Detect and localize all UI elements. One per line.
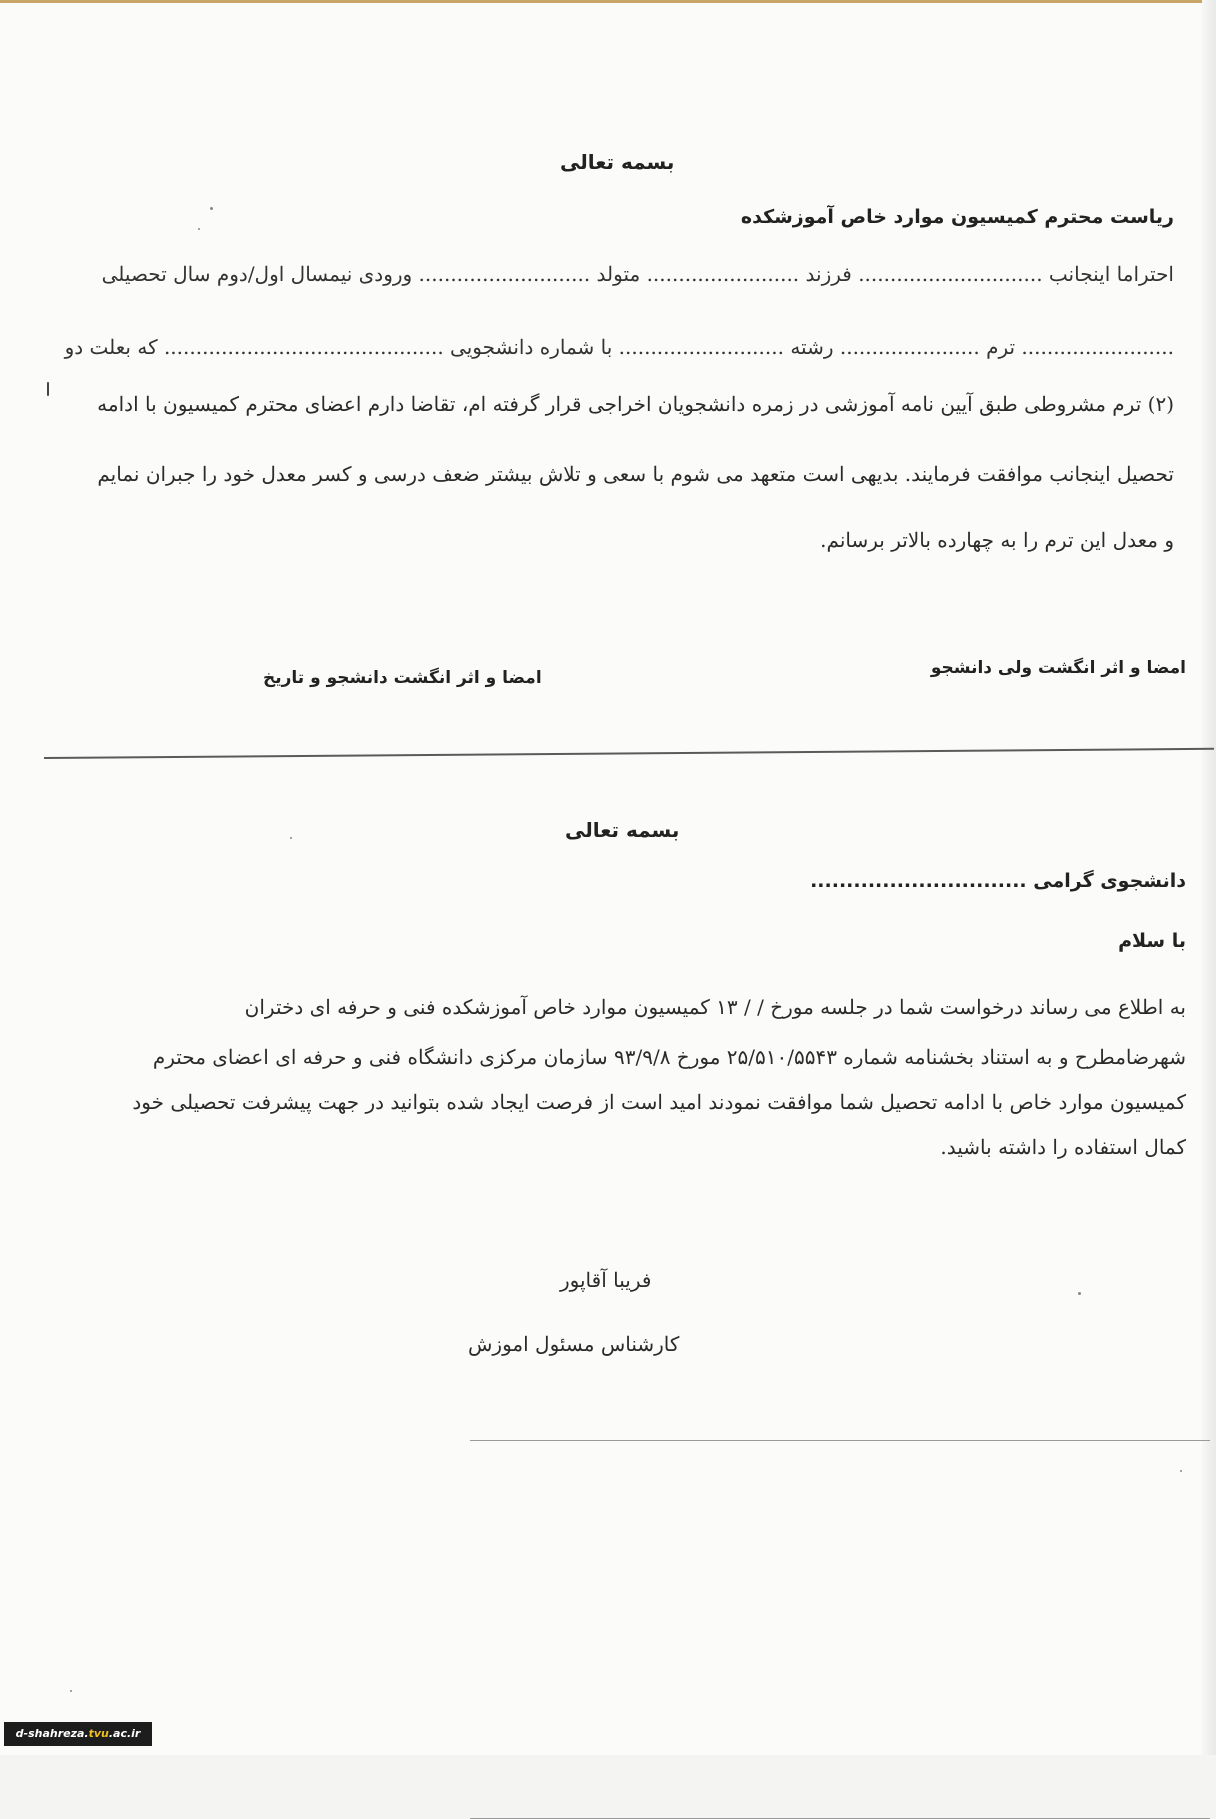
letter1-line-2: ........................ ترم ...................... رشته .......................... با شماره دانشجویی ............................................ که بعلت دو xyxy=(64,335,1174,359)
letter2-line-1: به اطلاع می رساند درخواست شما در جلسه مورخ / / ۱۳ کمیسیون موارد خاص آموزشکده فنی و حرفه ای دختران xyxy=(244,995,1186,1019)
signer-title: کارشناس مسئول اموزش xyxy=(468,1332,680,1356)
guardian-signature-label: امضا و اثر انگشت ولی دانشجو xyxy=(930,658,1186,678)
scan-speck xyxy=(290,837,292,839)
letter2-line-2: شهرضامطرح و به استناد بخشنامه شماره ۲۵/۵۱۰/۵۵۴۳ مورخ ۹۳/۹/۸ سازمان مرکزی دانشگاه فنی و حرفه ای اعضای محترم xyxy=(152,1045,1186,1069)
scan-speck xyxy=(210,207,213,210)
signer-name: فریبا آقاپور xyxy=(560,1268,652,1292)
greeting: با سلام xyxy=(1118,930,1186,952)
student-signature-label: امضا و اثر انگشت دانشجو و تاریخ xyxy=(263,668,542,688)
letter1-line-3: (۲) ترم مشروطی طبق آیین نامه آموزشی در زمره دانشجویان اخراجی قرار گرفته ام، تقاضا دارم اعضای محترم کمیسیون با ادامه xyxy=(97,392,1174,416)
letter1-line-5: و معدل این ترم را به چهارده بالاتر برسانم. xyxy=(820,528,1174,552)
letter1-line-1: احتراما اینجانب ............................. فرزند ........................ متولد ........................... ورودی نیمسال اول/دوم سال تحصیلی xyxy=(101,262,1174,286)
letter1-recipient: ریاست محترم کمیسیون موارد خاص آموزشکده xyxy=(740,206,1174,228)
salutation-fill: .............................. xyxy=(810,870,1027,892)
watermark-prefix: d-shahreza. xyxy=(15,1727,89,1740)
site-watermark xyxy=(4,1722,152,1746)
salutation-prefix: دانشجوی گرامی xyxy=(1033,870,1186,892)
section-divider xyxy=(44,748,1214,759)
scan-speck xyxy=(70,1690,72,1692)
salutation-line xyxy=(810,870,1186,892)
scan-edge-strip xyxy=(1202,0,1216,1755)
watermark-suffix: .ac.ir xyxy=(108,1727,141,1740)
scan-speck xyxy=(1180,1470,1182,1472)
letter2-line-3: کمیسیون موارد خاص با ادامه تحصیل شما موافقت نمودند امید است از فرصت ایجاد شده بتوانید در جهت پیشرفت تحصیلی خود xyxy=(132,1090,1186,1114)
letter2-line-4: کمال استفاده را داشته باشید. xyxy=(940,1135,1186,1159)
letter1-heading: بسمه تعالی xyxy=(560,150,675,174)
signature-rule xyxy=(470,1440,1210,1441)
top-edge-rule xyxy=(0,0,1216,3)
letter2-heading: بسمه تعالی xyxy=(565,818,680,842)
scan-speck xyxy=(198,228,200,230)
watermark-highlight: tvu xyxy=(88,1727,109,1740)
letter1-line-4: تحصیل اینجانب موافقت فرمایند. بدیهی است متعهد می شوم با سعی و تلاش بیشتر ضعف درسی و کسر معدل خود را جبران نمایم xyxy=(97,462,1174,486)
scan-speck xyxy=(1078,1292,1081,1295)
scan-speck xyxy=(47,382,49,396)
